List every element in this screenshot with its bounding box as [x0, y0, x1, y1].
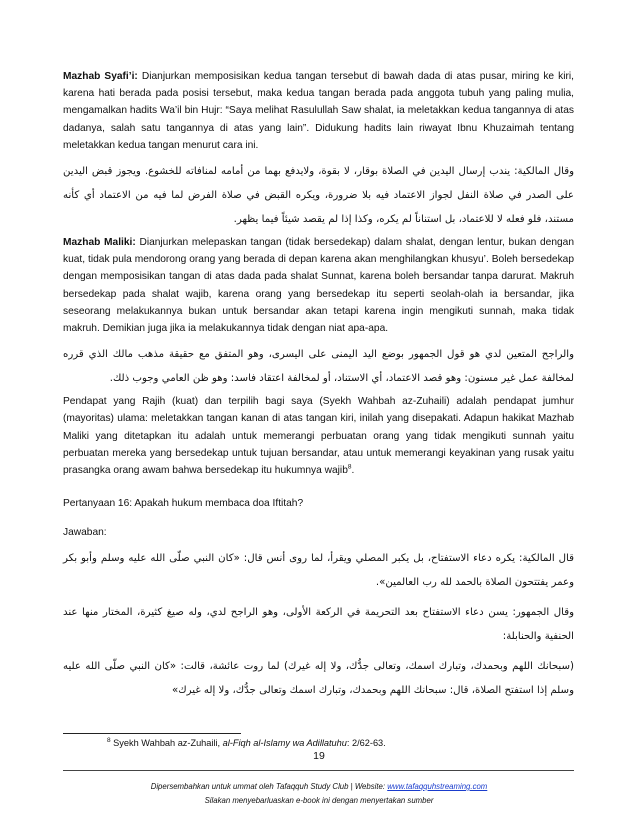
footnote-title: al-Fiqh al-Islamy wa Adillatuhu	[222, 738, 347, 748]
footnote-divider	[63, 733, 241, 734]
arabic-iftitah-paragraph-1: قال المالكية: يكره دعاء الاستفتاح، بل يكبر المصلي ويقرأ، لما روى أنس قال: «كان النبي صلّى الله عليه وسلم وأبو بكر وعمر يفتتحون الصلاة بالحمد لله رب العالمين».	[63, 553, 574, 589]
rajih-paragraph	[63, 393, 574, 479]
syafii-paragraph	[63, 68, 574, 154]
footnote-author: Syekh Wahbah az-Zuhaili,	[110, 738, 223, 748]
rajih-text: Pendapat yang Rajih (kuat) dan terpilih bagi saya (Syekh Wahbah az-Zuhaili) adalah pendapat jumhur (mayoritas) ulama: meletakkan tangan kanan di atas tangan kiri, inilah yang disepakati. Adapun hakikat Mazhab Maliki yang ditetapkan itu adalah untuk memerangi perbuatan orang yang tidak mengikuti sunnah yaitu perbuatan mereka yang bersedekap untuk tujuan bersandar, atau untuk memerangi keyakinan yang rusak yaitu prasangka orang awam bahwa bersedekap itu hukumnya wajib	[63, 396, 574, 477]
page-body	[63, 68, 574, 705]
footnote-number: 8	[107, 736, 111, 744]
arabic-maliki-paragraph: وقال المالكية: يندب إرسال اليدين في الصلاة بوقار، لا بقوة، ولايدفع بهما من أمامه لمنافاته للخشوع. ويجوز قبض اليدين على الصدر في صلاة النفل لجواز الاعتماد فيه بلا ضرورة، ويكره القبض في صلاة الفرض لما فيه من الاعتماد أي كأنه مستند، فلو فعله لا للاعتماد، بل استناناً لم يكره، وكذا إذا لم يقصد شيئاً فيما يظهر.	[63, 166, 574, 226]
maliki-text: Dianjurkan melepaskan tangan (tidak bersedekap) dalam shalat, dengan lentur, bukan dengan kuat, tidak pula mendorong orang yang berada di depan karena akan menghilangkan khusyu’. Boleh bersedekap dengan memposisikan tangan di atas dada pada shalat Sunnat, karena boleh bersandar tanpa darurat. Makruh bersedekap pada shalat wajib, karena orang yang bersedekap itu seperti seolah-olah ia bersandar, jika seseorang melakukannya bukan untuk bersandar akan tetapi karena ingin mengikuti sunnah, maka tidak makruh. Demikian juga jika ia melakukannya tidak dengan niat apa-apa.	[63, 237, 575, 335]
arabic-rajih-paragraph: والراجح المتعين لدي هو قول الجمهور بوضع اليد اليمنى على اليسرى، وهو المتفق مع حقيقة مذهب مالك الذي قرره لمخالفة عمل غير مسنون: وهو قصد الاعتماد، أي الاستناد، أو لمخالفة اعتقاد فاسد: وهو ظن العامي وجوب ذلك.	[63, 349, 574, 385]
footnote	[107, 737, 386, 749]
maliki-paragraph	[63, 234, 574, 337]
syafii-label: Mazhab Syafi’i:	[63, 71, 138, 82]
footer-dedication: Dipersembahkan untuk ummat oleh Tafaqquh Study Club | Website:	[150, 782, 388, 791]
answer-label: Jawaban:	[63, 527, 107, 539]
syafii-text: Dianjurkan memposisikan kedua tangan tersebut di bawah dada di atas pusar, miring ke kiri, karena hati berada pada posisi tersebut, maka kedua tangan berada pada anggota tubuh yang paling mulia, mengamalkan hadits Wa’il bin Hujr: “Saya melihat Rasulullah Saw shalat, ia meletakkan kedua tangannya di atas dadanya, salah satu tangannya di atas yang lain”. Didukung hadits lain riwayat Ibnu Khuzaimah tentang meletakkan kedua tangan menurut cara ini.	[63, 71, 574, 151]
footnote-pages: : 2/62-63.	[346, 738, 386, 748]
arabic-iftitah-paragraph-3: (سبحانك اللهم وبحمدك، وتبارك اسمك، وتعالى جدُّك، ولا إله غيرك) لما روت عائشة، قالت: «كان النبي صلّى الله عليه وسلم إذا استفتح الصلاة، قال: سبحانك اللهم وبحمدك، وتبارك اسمك وتعالى جدُّك، ولا إله غيرك»	[63, 661, 574, 697]
footer-line-1	[0, 781, 638, 793]
arabic-iftitah-paragraph-2: وقال الجمهور: يسن دعاء الاستفتاح بعد التحريمة في الركعة الأولى، وهو الراجح لدي، وله صيغ كثيرة، المختار منها عند الحنفية والحنابلة:	[63, 607, 574, 643]
footnote-reference[interactable]: 8	[347, 463, 352, 471]
maliki-label: Mazhab Maliki:	[63, 237, 136, 249]
question-heading: Pertanyaan 16: Apakah hukum membaca doa Iftitah?	[63, 498, 304, 510]
footer-line-2: Silakan menyebarluaskan e-book ini dengan menyertakan sumber	[204, 796, 434, 805]
footer-divider	[63, 770, 574, 771]
footer-website-link[interactable]: www.tafaqquhstreaming.com	[387, 782, 488, 791]
rajih-end: .	[351, 465, 355, 477]
page-number: 19	[313, 750, 325, 762]
